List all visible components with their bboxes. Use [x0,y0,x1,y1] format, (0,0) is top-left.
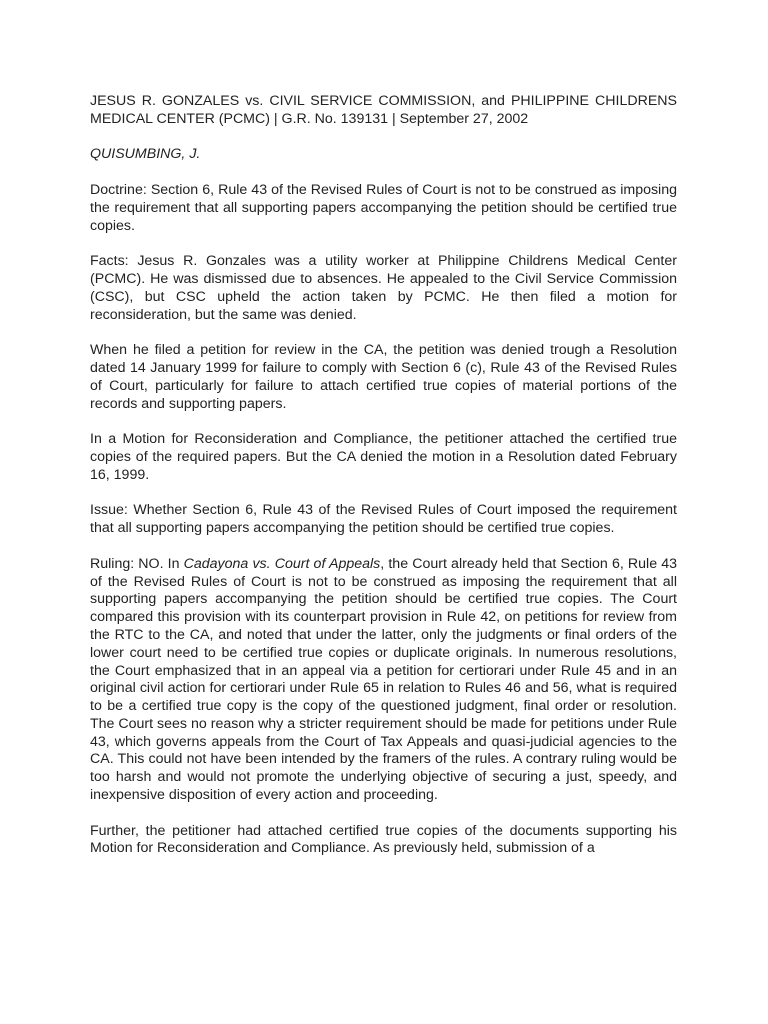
ruling-paragraph [90,556,677,805]
case-title: JESUS R. GONZALES vs. CIVIL SERVICE COMMISSION, and PHILIPPINE CHILDRENS MEDICAL CENTER (PCMC) | G.R. No. 139131 | September 27, 2002 [90,93,677,127]
facts-paragraph: Facts: Jesus R. Gonzales was a utility worker at Philippine Childrens Medical Center (PCMC). He was dismissed due to absences. He appealed to the Civil Service Commission (CSC), but CSC upheld the action taken by PCMC. He then filed a motion for reconsideration, but the same was denied. [90,253,677,323]
doctrine-paragraph: Doctrine: Section 6, Rule 43 of the Revised Rules of Court is not to be construed as imposing the requirement that all supporting papers accompanying the petition should be certified true copies. [90,181,677,234]
ruling-prefix: Ruling: NO. In [90,555,184,572]
issue-paragraph: Issue: Whether Section 6, Rule 43 of the Revised Rules of Court imposed the requirement that all supporting papers accompanying the petition should be certified true copies. [90,502,677,537]
ponente: QUISUMBING, J. [90,146,201,163]
further-paragraph: Further, the petitioner had attached certified true copies of the documents supporting his Motion for Reconsideration and Compliance. As previously held, submission of a [90,822,677,857]
facts-paragraph-motion: In a Motion for Reconsideration and Compliance, the petitioner attached the certified true copies of the required papers. But the CA denied the motion in a Resolution dated February 16, 1999. [90,431,677,483]
cited-case: Cadayona vs. Court of Appeals [183,555,381,572]
facts-paragraph-ca-petition: When he filed a petition for review in the CA, the petition was denied trough a Resolution dated 14 January 1999 for failure to comply with Section 6 (c), Rule 43 of the Revised Rules of Court, particularly for failure to attach certified true copies of material portions of the records and supporting papers. [90,342,677,412]
ruling-text: , the Court already held that Section 6, Rule 43 of the Revised Rules of Court is not to be construed as imposing the requirement that all supporting papers accompanying the petition should be certified true copies. The Court compared this provision with its counterpart provision in Rule 42, on petitions for review from the RTC to the CA, and noted that under the latter, only the judgments or final orders of the lower court need to be certified true copies or duplicate originals. In numerous resolutions, the Court emphasized that in an appeal via a petition for certiorari under Rule 45 and in an original civil action for certiorari under Rule 65 in relation to Rules 46 and 56, what is required to be a certified true copy is the copy of the questioned judgment, final order or resolution. The Court sees no reason why a stricter requirement should be made for petitions under Rule 43, which governs appeals from the Court of Tax Appeals and quasi-judicial agencies to the CA. This could not have been intended by the framers of the rules. A contrary ruling would be too harsh and would not promote the underlying objective of securing a just, speedy, and inexpensive disposition of every action and proceeding. [90,555,678,804]
document-page [90,93,677,876]
